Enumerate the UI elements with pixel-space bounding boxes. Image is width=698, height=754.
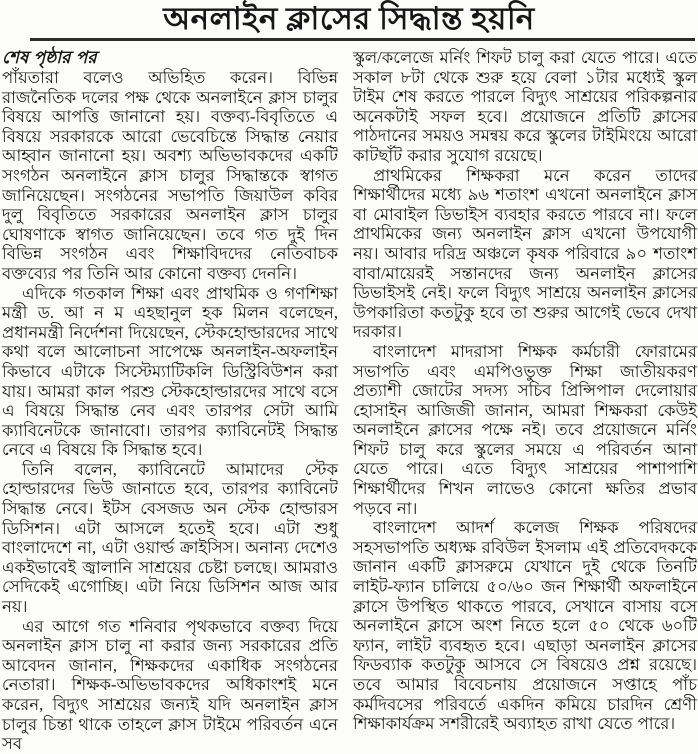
paragraph: এদিকে গতকাল শিক্ষা এবং প্রাথমিক ও গণশিক্ষা মন্ত্রী ড. আ ন ম এহছানুল হক মিলন বলেছেন, প্রধানমন্ত্রী নির্দেশনা দিয়েছেন, স্টেকহোল্ডারদের সাথে কথা বলে আলোচনা সাপেক্ষে অনলাইন-অফলাইন কিভাবে এটাকে সিস্টেম্যাটিকলি ডিস্ট্রিবিউশন করা যায়। আমরা কাল পরশু স্টেকহোল্ডারদের সাথে বসে এ বিষয়ে সিদ্ধান্ত নেব এবং তারপর সেটা আমি ক্যাবিনেটকে জানাবো। তারপর ক্যাবিনেটই সিদ্ধান্ত নেবে এ বিষয়ে কি সিদ্ধান্ত হবে। — [2, 283, 338, 460]
paragraph: পাঁয়তারা বলেও অভিহিত করেন। বিভিন্ন রাজনৈতিক দলের পক্ষ থেকে অনলাইনে ক্লাস চালুর বিষয়ে আপত্তি জানানো হয়। বক্তব্য-বিবৃতিতে এ বিষয়ে সরকারকে আরো ভেবেচিন্তে সিদ্ধান্ত নেয়ার আহ্বান জানানো হয়। অবশ্য অভিভাবকদের একটি সংগঠন অনলাইনে ক্লাস চালুর সিদ্ধান্তকে স্বাগত জানিয়েছেন। সংগঠনের সভাপতি জিয়াউল কবির দুলু বিবৃতিতে সরকারের অনলাইন ক্লাস চালুর ঘোষণাকে স্বাগত জানিয়েছেন। তবে গত দুই দিন বিভিন্ন সংগঠন এবং শিক্ষাবিদদের নেতিবাচক বক্তব্যের পর তিনি আর কোনো বক্তব্য দেননি। — [2, 68, 338, 283]
paragraph: এর আগে গত শনিবার পৃথকভাবে বক্তব্য দিয়ে অনলাইন ক্লাস চালু না করার জন্য সরকারের প্রতি আবেদন জানান, শিক্ষকদের একাধিক সংগঠনের নেতারা। শিক্ষক-অভিভাবকদের অধিকাংশই মনে করেন, বিদ্যুৎ সাশ্রয়ের জন্যই যদি অনলাইন ক্লাস চালুর চিন্তা থাকে তাহলে ক্লাস টাইমে পরিবর্তন এনে সব — [2, 616, 338, 754]
paragraph: স্কুল/কলেজে মর্নিং শিফট চালু করা যেতে পারে। এতে সকাল ৮টা থেকে শুরু হয়ে বেলা ১টার মধ্যেই স্কুল টাইম শেষ করতে পারলে বিদ্যুৎ সাশ্রয়ের পরিকল্পনার অনেকটাই সফল হবে। প্রয়োজনে প্রতিটি ক্লাসের পাঠদানের সময়ও সমন্বয় করে স্কুলের টাইমিংয়ে আরো কাটছাঁট করার সুযোগ রয়েছে। — [353, 48, 697, 165]
left-column — [2, 48, 338, 754]
article-body — [0, 41, 698, 754]
article-headline: অনলাইন ক্লাসের সিদ্ধান্ত হয়নি — [163, 1, 535, 36]
paragraph: তিনি বলেন, ক্যাবিনেটে আমাদের স্টেক হোল্ডারদের ভিউ জানাতে হবে, তারপর ক্যাবিনেট সিদ্ধান্ত নেবে। ইটস বেসজড অন স্টেক হোল্ডারস ডিসিশন। এটা আসলে হতেই হবে। এটা শুধু বাংলাদেশে না, এটা ওয়ার্ল্ড ক্রাইসিস। অনান্য দেশেও একইভাবেই জ্বালানি সাশ্রয়ের চেষ্টা চলছে। আমরাও সেদিকেই এগোচ্ছি। এটা নিয়ে ডিসিশন আজ আর নয়। — [2, 459, 338, 617]
paragraph: বাংলাদেশ মাদরাসা শিক্ষক কর্মচারী ফোরামের সভাপতি এবং এমপিওভুক্ত শিক্ষা জাতীয়করণ প্রত্যাশী জোটের সদস্য সচিব প্রিন্সিপাল দেলোয়ার হোসাইন আজিজী জানান, আমরা শিক্ষকরা কেউই অনলাইনে ক্লাসের পক্ষে নই। তবে প্রয়োজনে মর্নিং শিফট চালু করে স্কুলের সময়ে এ পরিবর্তন আনা যেতে পারে। এতে বিদ্যুৎ সাশ্রয়ের পাশাপাশি শিক্ষার্থীদের শিখন লাভেও কোনো ক্ষতির প্রভাব পড়বে না। — [353, 341, 697, 518]
paragraph: বাংলাদেশ আদর্শ কলেজ শিক্ষক পরিষদের সহসভাপতি অধ্যক্ষ রবিউল ইসলাম এই প্রতিবেদককে জানান একটি ক্লাসরুমে যেখানে দুই থেকে তিনটি লাইট-ফ্যান চালিয়ে ৫০/৬০ জন শিক্ষার্থী অফলাইনে ক্লাসে উপস্থিত থাকতে পারবে, সেখানে বাসায় বসে অনলাইনে ক্লাসে অংশ নিতে হলে ৫০ থেকে ৬০টি ফ্যান, লাইট ব্যবহৃত হবে। এছাড়া অনলাইন ক্লাসের ফিডব্যাক কতটুকু আসবে সে বিষয়েও প্রশ্ন রয়েছে। তবে আমার বিবেচনায় প্রয়োজনে সপ্তাহে পাঁচ কর্মদিবসের পরিবর্তে একদিন কমিয়ে চারদিন শ্রেণী শিক্ষাকার্যক্রম সশরীরেই অব্যাহত রাখা যেতে পারে। — [353, 518, 697, 734]
paragraph: প্রাথমিকের শিক্ষকরা মনে করেন তাদের শিক্ষার্থীদের মধ্যে ৯৬ শতাংশ এখনো অনলাইনে ক্লাস বা মোবাইল ডিভাইস ব্যবহার করতে পারবে না। ফলে প্রাথমিকের জন্য অনলাইন ক্লাস এখনো উপযোগী নয়। আবার দরিদ্র অঞ্চলে কৃষক পরিবারে ৯০ শতাংশ বাবা/মায়েরই সন্তানদের জন্য অনলাইন ক্লাসের ডিভাইসই নেই। ফলে বিদ্যুৎ সাশ্রয়ে অনলাইন ক্লাসের উপকারিতা কতটুকু হবে তা শুরুর আগেই ভেবে দেখা দরকার। — [353, 165, 697, 342]
right-column — [353, 48, 697, 754]
continued-from-label: শেষ পৃষ্ঠার পর — [2, 48, 97, 67]
